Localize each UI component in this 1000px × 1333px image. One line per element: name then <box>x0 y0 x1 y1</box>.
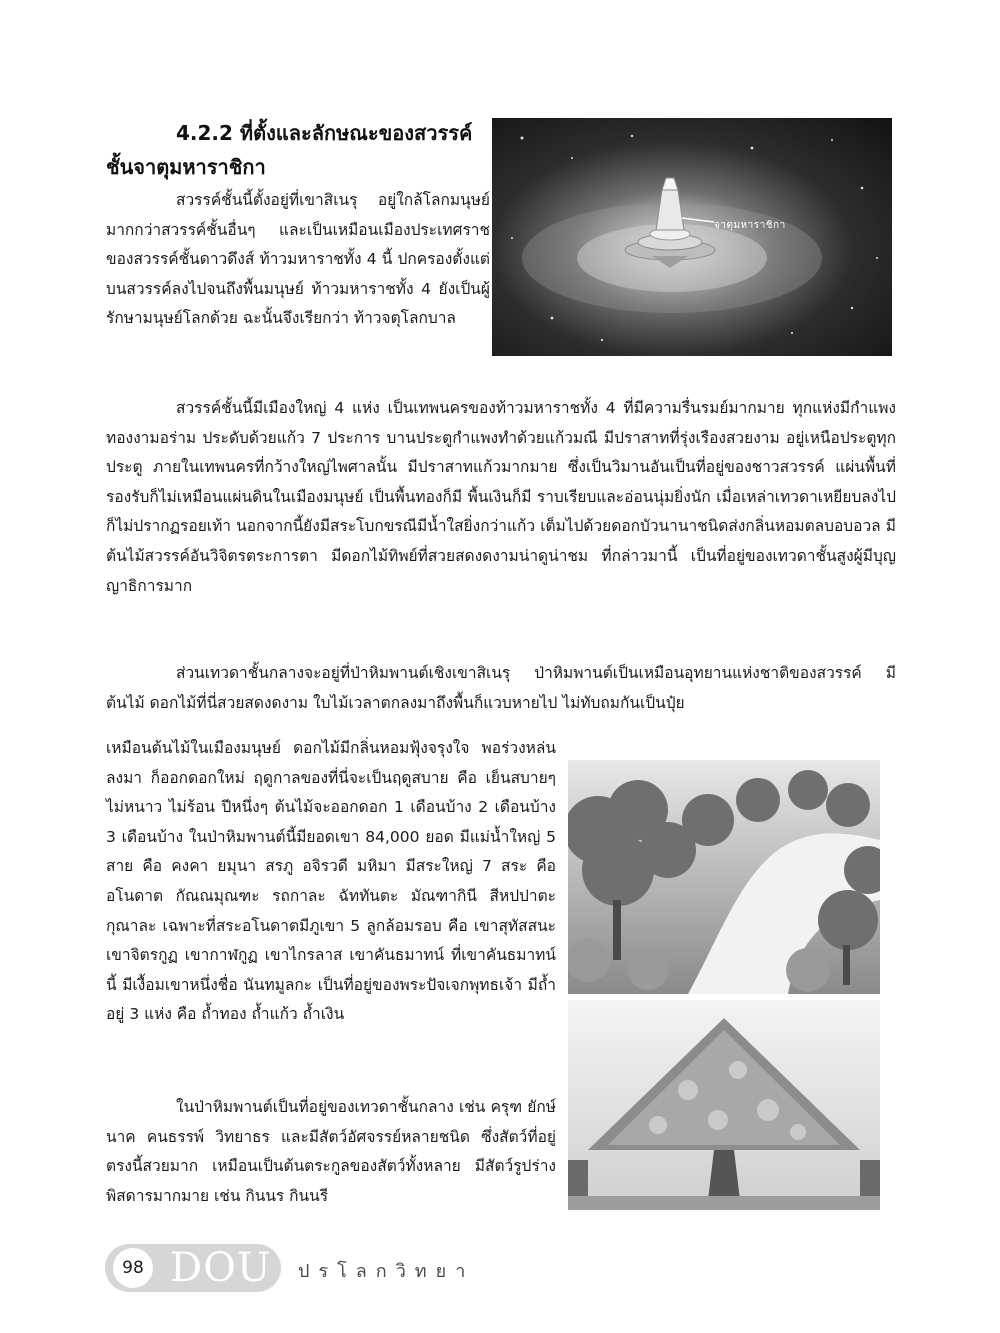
galaxy-drawing <box>492 118 892 356</box>
brand-logo: DOU <box>170 1245 272 1291</box>
forest-drawing <box>568 760 880 994</box>
forest-illustration <box>568 760 880 994</box>
tree-illustration <box>568 1000 880 1210</box>
paragraph-creatures: ในป่าหิมพานต์เป็นที่อยู่ของเทวดาชั้นกลาง เช่น ครุฑ ยักษ์ นาค คนธรรพ์ วิทยาธร และมีสัตว์อัศจรรย์หลายชนิด ซึ่งสัตว์ที่อยู่ตรงนี้สวยมาก เหมือนเป็นต้นตระกูลของสัตว์ทั้งหลาย มีสัตว์รูปร่างพิสดารมากมาย เช่น กินนร กินนรี <box>106 1098 556 1205</box>
paragraph-intro: สวรรค์ชั้นนี้ตั้งอยู่ที่เขาสิเนรุ อยู่ใกล้โลกมนุษย์มากกว่าสวรรค์ชั้นอื่นๆ และเป็นเหมือนเมืองประเทศราช ของสวรรค์ชั้นดาวดึงส์ ท้าวมหาราชทั้ง 4 นี้ ปกครองตั้งแต่บนสวรรค์ลงไปจนถึงพื้นมนุษย์ ท้าวมหาราชทั้ง 4 ยังเป็นผู้รักษามนุษย์โลกด้วย ฉะนั้นจึงเรียกว่า ท้าวจตุโลกบาล <box>106 191 490 328</box>
galaxy-illustration <box>492 118 892 356</box>
section-heading-line2: ชั้นจาตุมหาราชิกา <box>106 155 266 179</box>
paragraph-himavanta-continued: เหมือนต้นไม้ในเมืองมนุษย์ ดอกไม้มีกลิ่นหอมฟุ้งจรุงใจ พอร่วงหล่นลงมา ก็ออกดอกใหม่ ฤดูกาลของที่นี่จะเป็นฤดูสบาย คือ เย็นสบายๆ ไม่หนาว ไม่ร้อน ปีหนึ่งๆ ต้นไม้จะออกดอก 1 เดือนบ้าง 2 เดือนบ้าง 3 เดือนบ้าง ในป่าหิมพานต์นี้มียอดเขา 84,000 ยอด มีแม่น้ำใหญ่ 5 สาย คือ คงคา ยมุนา สรภู อจิรวดี มหิมา มีสระใหญ่ 7 สระ คือ อโนดาต กัณณมุณฑะ รถกาละ ฉัททันตะ มัณฑากินี สีหปปาตะ กุณาละ เฉพาะที่สระอโนดาตมีภูเขา 5 ลูกล้อมรอบ คือ เขาสุทัสสนะ เขาจิตรกูฏ เขากาฬกูฏ เขาไกรลาส เขาคันธมาทน์ ที่เขาคันธมาทน์นี้ มีเงื้อมเขาหนึ่งชื่อ นันทมูลกะ เป็นที่อยู่ของพระปัจเจกพุทธเจ้า มีถ้ำอยู่ 3 แห่ง คือ ถ้ำทอง ถ้ำแก้ว ถ้ำเงิน <box>106 739 556 1024</box>
section-heading-line1: 4.2.2 ที่ตั้งและลักษณะของสวรรค์ <box>176 121 473 145</box>
page-number: 98 <box>122 1258 144 1278</box>
tree-drawing <box>568 1000 880 1210</box>
section-heading <box>106 116 486 184</box>
paragraph-cities: สวรรค์ชั้นนี้มีเมืองใหญ่ 4 แห่ง เป็นเทพนครของท้าวมหาราชทั้ง 4 ที่มีความรื่นรมย์มากมาย ทุกแห่งมีกำแพงทองงามอร่าม ประดับด้วยแก้ว 7 ประการ บานประตูกำแพงทำด้วยแก้วมณี มีปราสาทที่รุ่งเรืองสวยงาม อยู่เหนือประตูทุกประตู ภายในเทพนครที่กว้างใหญ่ไพศาลนั้น มีปราสาทแก้วมากมาย ซึ่งเป็นวิมานอันเป็นที่อยู่ของชาวสวรรค์ แผ่นพื้นที่รองรับก็ไม่เหมือนแผ่นดินในเมืองมนุษย์ เป็นพื้นทองก็มี พื้นเงินก็มี ราบเรียบและอ่อนนุ่มยิ่งนัก เมื่อเหล่าเทวดาเหยียบลงไป ก็ไม่ปรากฏรอยเท้า นอกจากนี้ยังมีสระโบกขรณีมีน้ำใสยิ่งกว่าแก้ว เต็มไปด้วยดอกบัวนานาชนิดส่งกลิ่นหอมตลบอบอวล มีต้นไม้สวรรค์อันวิจิตรตระการตา มีดอกไม้ทิพย์ที่สวยสดงดงามน่าดูน่าชม ที่กล่าวมานี้ เป็นที่อยู่ของเทวดาชั้นสูงผู้มีบุญญาธิการมาก <box>106 399 896 595</box>
course-title: ปรโลกวิทยา <box>298 1261 475 1282</box>
galaxy-label: จาตุมหาราชิกา <box>714 220 786 231</box>
paragraph-himavanta: ส่วนเทวดาชั้นกลางจะอยู่ที่ป่าหิมพานต์เชิงเขาสิเนรุ ป่าหิมพานต์เป็นเหมือนอุทยานแห่งชาติของสวรรค์ มีต้นไม้ ดอกไม้ที่นี่สวยสดงดงาม ใบไม้เวลาตกลงมาถึงพื้นก็แวบหายไป ไม่ทับถมกันเป็นปุ๋ย <box>106 664 896 712</box>
